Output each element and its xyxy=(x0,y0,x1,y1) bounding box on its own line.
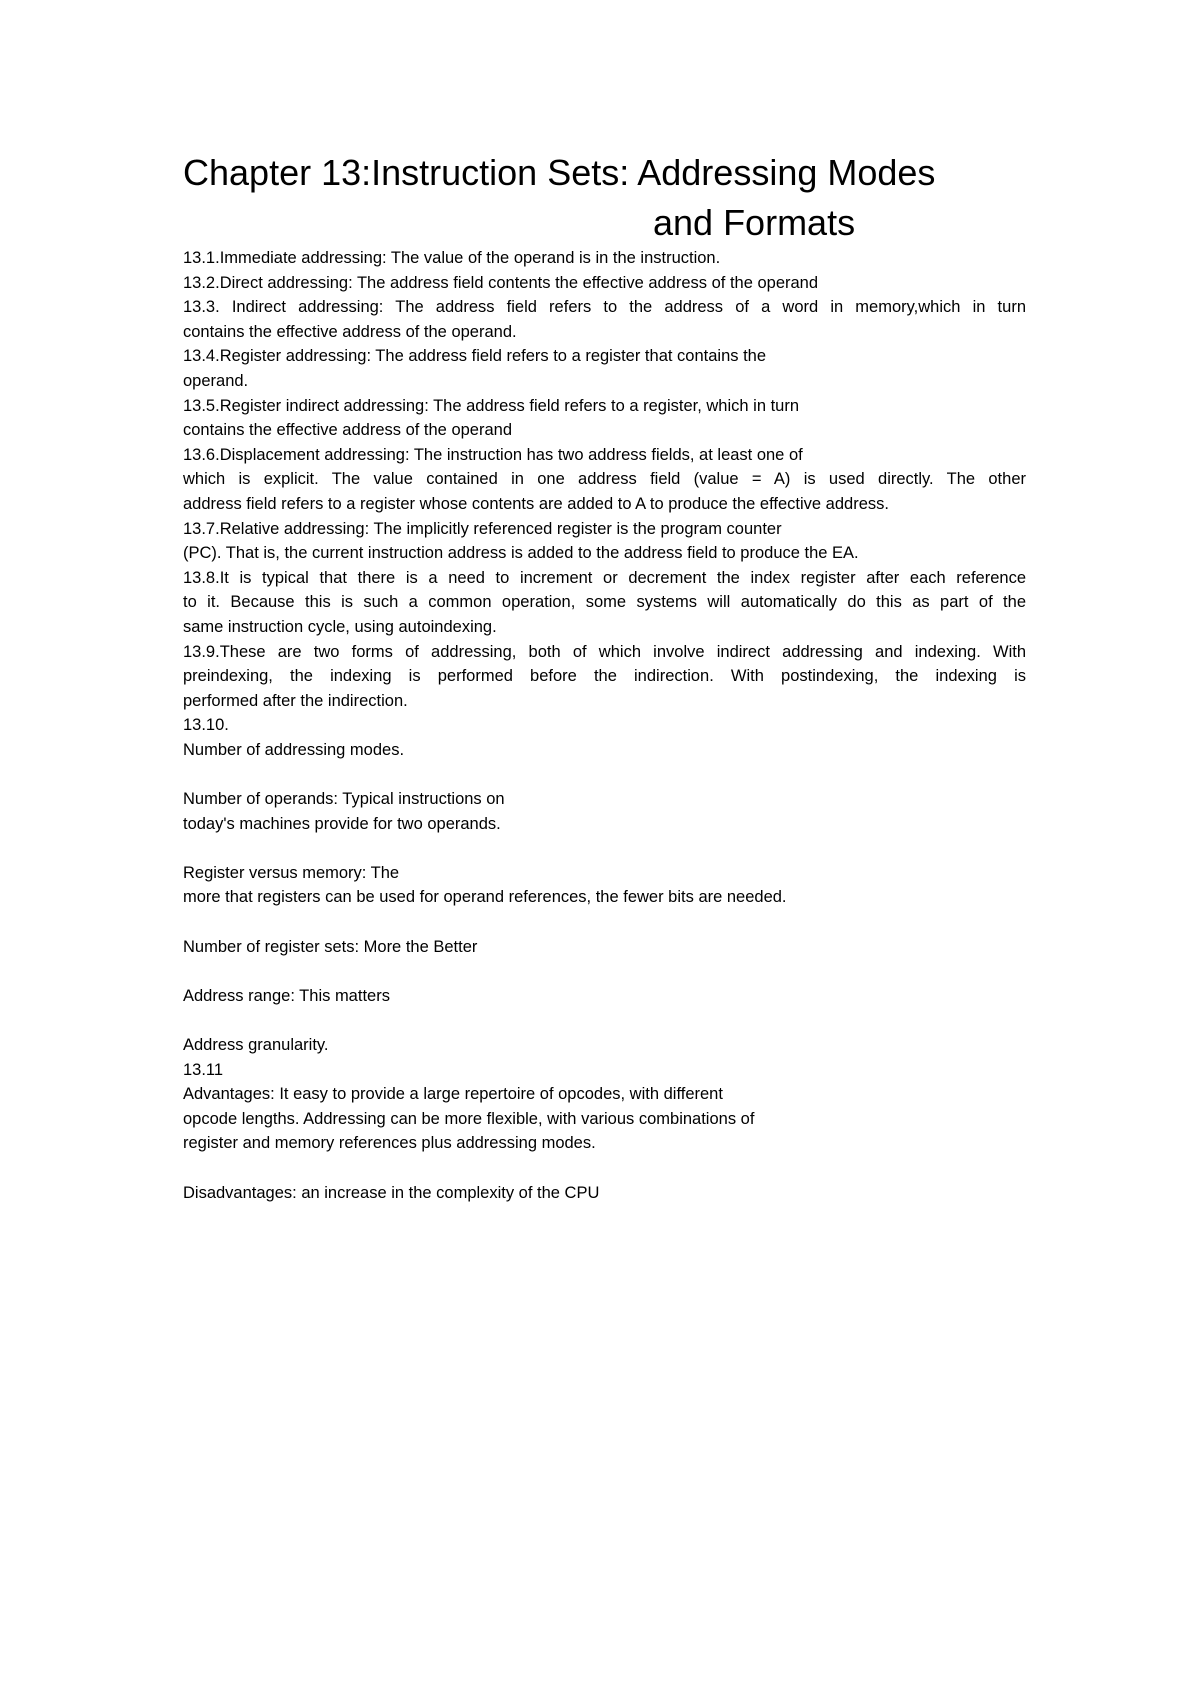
answer-13-6 xyxy=(183,443,1026,517)
title-line-2: and Formats xyxy=(653,202,856,243)
text-line: address field refers to a register whose contents are added to A to produce the effective address. xyxy=(183,494,889,513)
text-line: (PC). That is, the current instruction address is added to the address field to produce the EA. xyxy=(183,544,859,563)
blank-line xyxy=(183,836,1026,861)
text-line: 13.4.Register addressing: The address field refers to a register that contains the xyxy=(183,347,767,366)
text-line: 13.6.Displacement addressing: The instruction has two address fields, at least one of xyxy=(183,445,803,464)
text-line: Number of operands: Typical instructions on xyxy=(183,790,505,809)
blank-line xyxy=(183,910,1026,935)
answer-13-3 xyxy=(183,295,1026,344)
answer-13-10-item xyxy=(183,935,1026,960)
answer-13-10-item xyxy=(183,738,1026,763)
text-line: 13.5.Register indirect addressing: The address field refers to a register, which in turn xyxy=(183,396,800,415)
page-title xyxy=(183,148,1063,248)
title-line-1: Chapter 13:Instruction Sets: Addressing Modes xyxy=(183,152,936,193)
text-line: register and memory references plus addressing modes. xyxy=(183,1134,596,1153)
answer-13-11 xyxy=(183,1033,1026,1156)
text-line: 13.3. Indirect addressing: The address field refers to the address of a word in memory,which in turn xyxy=(183,298,1026,317)
text-line: contains the effective address of the operand. xyxy=(183,322,517,341)
text-line: 13.8.It is typical that there is a need to increment or decrement the index register after each reference xyxy=(183,568,1026,587)
answer-13-5 xyxy=(183,394,1026,443)
document-body xyxy=(183,246,1026,1205)
answer-13-10-heading xyxy=(183,713,1026,738)
text-line: 13.11 xyxy=(183,1060,224,1079)
text-line: 13.2.Direct addressing: The address field contents the effective address of the operand xyxy=(183,273,819,292)
text-line: preindexing, the indexing is performed before the indirection. With postindexing, the indexing is xyxy=(183,667,1026,686)
answer-13-10-item xyxy=(183,984,1026,1009)
text-line: Number of addressing modes. xyxy=(183,740,405,759)
text-line: Address range: This matters xyxy=(183,986,390,1005)
text-line: performed after the indirection. xyxy=(183,691,408,710)
text-line: today's machines provide for two operands. xyxy=(183,814,501,833)
text-line: 13.9.These are two forms of addressing, both of which involve indirect addressing and indexing. With xyxy=(183,642,1026,661)
text-line: Advantages: It easy to provide a large repertoire of opcodes, with different xyxy=(183,1085,723,1104)
text-line: 13.10. xyxy=(183,716,229,735)
answer-13-2 xyxy=(183,271,1026,296)
text-line: same instruction cycle, using autoindexing. xyxy=(183,617,497,636)
text-line: Number of register sets: More the Better xyxy=(183,937,478,956)
text-line: more that registers can be used for operand references, the fewer bits are needed. xyxy=(183,888,787,907)
blank-line xyxy=(183,959,1026,984)
answer-13-7 xyxy=(183,517,1026,566)
text-line: Register versus memory: The xyxy=(183,863,400,882)
text-line: opcode lengths. Addressing can be more flexible, with various combinations of xyxy=(183,1109,755,1128)
text-line: 13.1.Immediate addressing: The value of the operand is in the instruction. xyxy=(183,249,721,267)
blank-line xyxy=(183,762,1026,787)
answer-13-9 xyxy=(183,640,1026,714)
text-line: 13.7.Relative addressing: The implicitly referenced register is the program counter xyxy=(183,519,782,538)
answer-13-1 xyxy=(183,246,1026,271)
answer-13-8 xyxy=(183,566,1026,640)
text-line: which is explicit. The value contained in one address field (value = A) is used directly. The other xyxy=(183,470,1026,489)
answer-13-11-disadvantages xyxy=(183,1181,1026,1206)
text-line: contains the effective address of the operand xyxy=(183,421,513,440)
answer-13-10-item xyxy=(183,787,1026,836)
blank-line xyxy=(183,1156,1026,1181)
answer-13-4 xyxy=(183,344,1026,393)
answer-13-10-item xyxy=(183,861,1026,910)
text-line: Address granularity. xyxy=(183,1036,329,1054)
text-line: operand. xyxy=(183,371,249,390)
text-line: Disadvantages: an increase in the complexity of the CPU xyxy=(183,1183,600,1202)
text-line: to it. Because this is such a common operation, some systems will automatically do this as part of the xyxy=(183,593,1026,612)
blank-line xyxy=(183,1008,1026,1033)
